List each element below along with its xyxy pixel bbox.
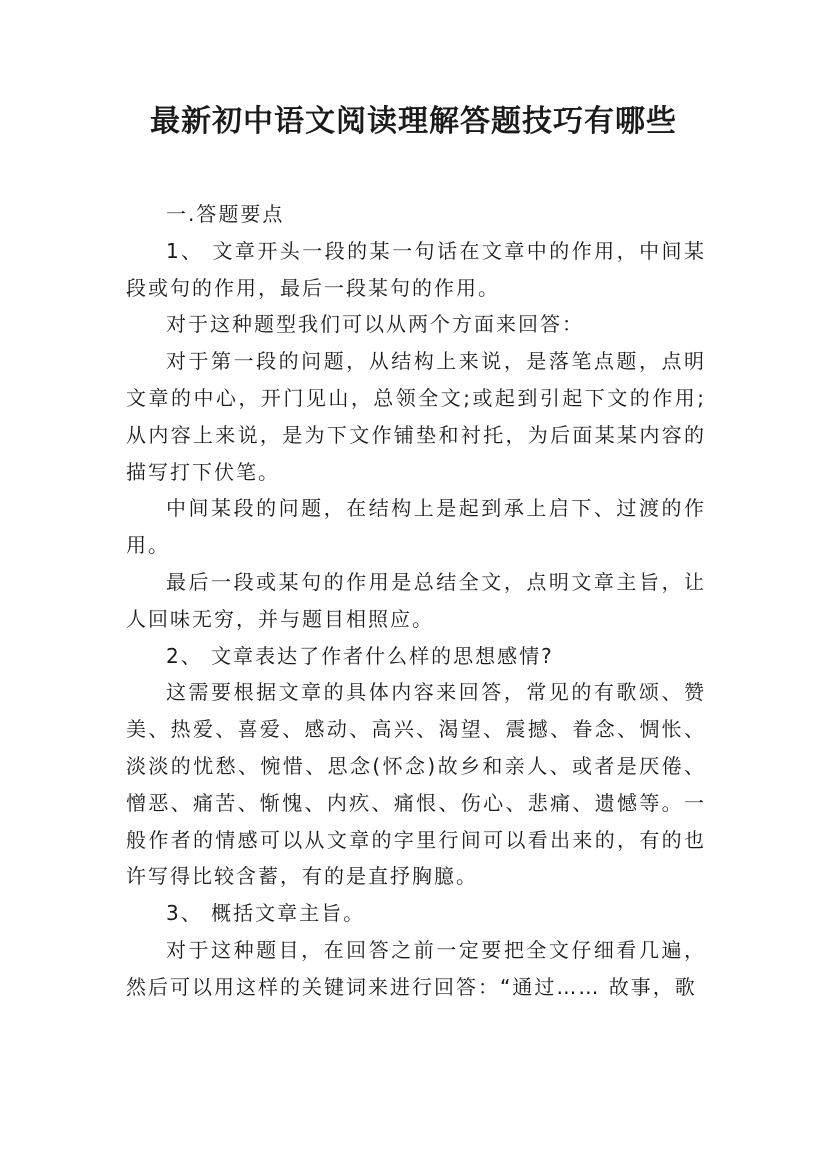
paragraph: 对于这种题型我们可以从两个方面来回答：	[166, 312, 584, 337]
paragraph: 对于这种题目，在回答之前一定要把全文仔细看几遍，然后可以用这样的关键词来进行回答：“通过…… 故事，歌	[126, 937, 706, 999]
section-heading: 一.答题要点	[166, 202, 285, 226]
paragraph: 这需要根据文章的具体内容来回答，常见的有歌颂、赞美、热爱、喜爱、感动、高兴、渴望、震撼、眷念、惆怅、淡淡的忧愁、惋惜、思念(怀念)故乡和亲人、或者是厌倦、憎恶、痛苦、惭愧、内疚、痛恨、伤心、悲痛、遗憾等。一般作者的情感可以从文章的字里行间可以看出来的，有的也许写得比较含蓄，有的是直抒胸臆。	[126, 680, 706, 889]
document-body	[126, 196, 706, 1006]
paragraph: 最后一段或某句的作用是总结全文，点明文章主旨，让人回味无穷，并与题目相照应。	[126, 569, 706, 631]
question-3: 3、 概括文章主旨。	[166, 901, 366, 926]
paragraph: 对于第一段的问题，从结构上来说，是落笔点题，点明文章的中心，开门见山，总领全文;或起到引起下文的作用;从内容上来说，是为下文作铺垫和衬托，为后面某某内容的描写打下伏笔。	[126, 349, 706, 484]
question-2: 2、 文章表达了作者什么样的思想感情?	[166, 643, 554, 668]
paragraph: 中间某段的问题，在结构上是起到承上启下、过渡的作用。	[126, 496, 706, 558]
question-1: 1、 文章开头一段的某一句话在文章中的作用，中间某段或句的作用，最后一段某句的作用。	[126, 238, 706, 300]
document-title: 最新初中语文阅读理解答题技巧有哪些	[150, 104, 677, 139]
